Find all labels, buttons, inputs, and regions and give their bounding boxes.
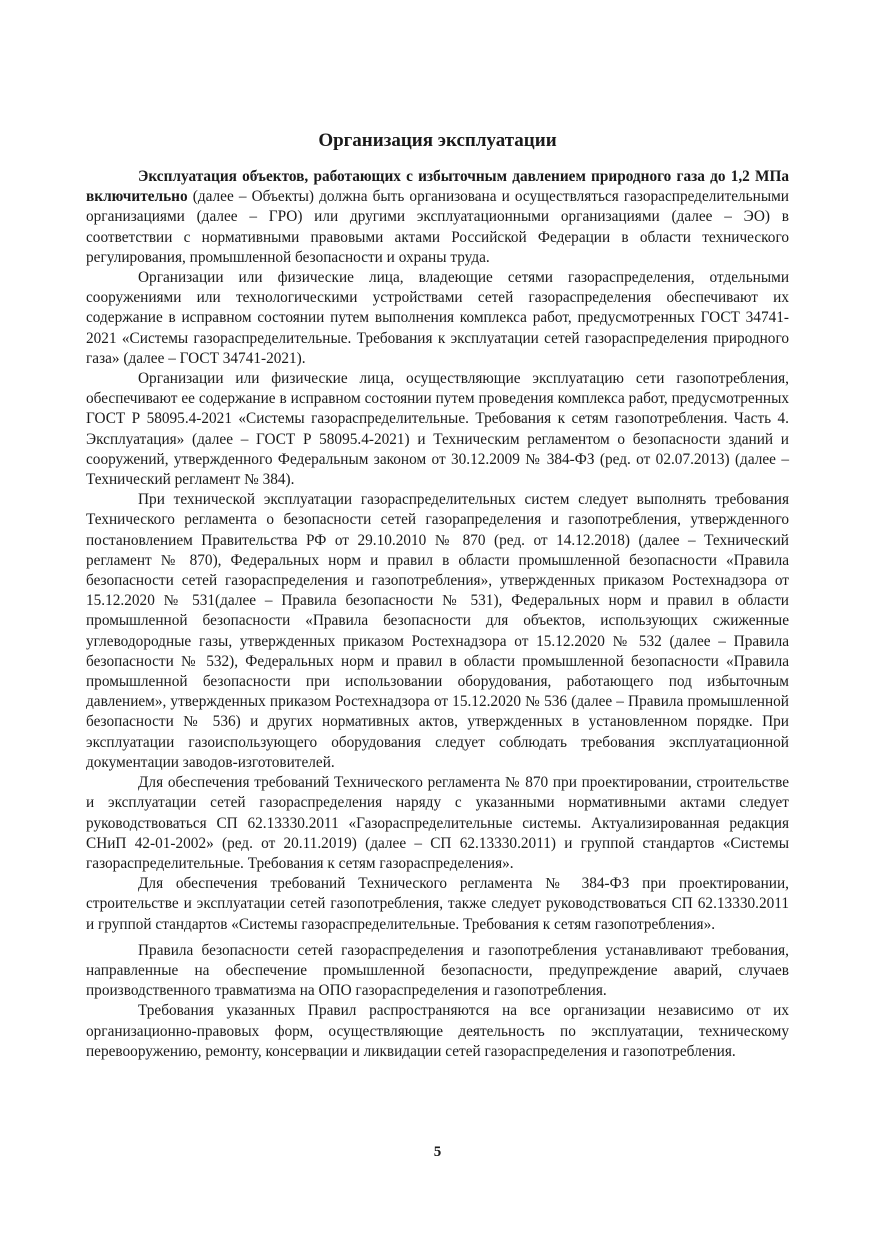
paragraph-consumption-operators: Организации или физические лица, осуществляющие эксплуатацию сети газопотребления, обеспечивают ее содержание в исправном состоянии путем проведения комплекса работ, предусмотренных ГОСТ Р 58095.4-2021 «Системы газораспределительные. Требования к сетям газопотребления. Часть 4. Эксплуатация» (далее – ГОСТ Р 58095.4-2021) и Техническим регламентом о безопасности зданий и сооружений, утвержденного Федеральным законом от 30.12.2009 № 384-ФЗ (ред. от 02.07.2013) (далее – Технический регламент № 384). bbox=[86, 370, 789, 489]
paragraph-regulation-870: Для обеспечения требований Технического регламента № 870 при проектировании, строительстве и эксплуатации сетей газораспределения наряду с указанными нормативными актами следует руководствоваться СП 62.13330.2011 «Газораспределительные системы. Актуализированная редакция СНиП 42-01-2002» (ред. от 20.11.2019) (далее – СП 62.13330.2011) и группой стандартов «Системы газораспределительные. Требования к сетям газораспределения». bbox=[86, 774, 789, 872]
page-number: 5 bbox=[433, 1144, 442, 1160]
page-title: Организация эксплуатации bbox=[318, 130, 557, 151]
document-body bbox=[86, 167, 789, 1062]
paragraph-rules-scope: Требования указанных Правил распространяются на все организации независимо от их организационно-правовых форм, осуществляющие деятельность по эксплуатации, техническому перевооружению, ремонту, консервации и ликвидации сетей газораспределения и газопотребления. bbox=[86, 1002, 789, 1060]
paragraph-lead-rest: (далее – Объекты) должна быть организована и осуществляться газораспределительными организациями (далее – ГРО) или другими эксплуатационными организациями (далее – ЭО) в соответствии с нормативными правовыми актами Российской Федерации в области технического регулирования, промышленной безопасности и охраны труда. bbox=[86, 188, 789, 266]
paragraph-lead-bold: Эксплуатация объектов, работающих с избыточным давлением природного газа до 1,2 МПа включительно bbox=[86, 168, 789, 206]
paragraph-safety-rules: Правила безопасности сетей газораспределения и газопотребления устанавливают требования, направленные на обеспечение промышленной безопасности, предупреждение аварий, случаев производственного травматизма на ОПО газораспределения и газопотребления. bbox=[86, 941, 789, 1000]
paragraph-technical-operation: При технической эксплуатации газораспределительных систем следует выполнять требования Технического регламента о безопасности сетей газорапределения и газопотребления, утвержденного постановлением Правительства РФ от 29.10.2010 № 870 (ред. от 14.12.2018) (далее – Технический регламент № 870), Федеральных норм и правил в области промышленной безопасности «Правила безопасности сетей газораспределения и газопотребления», утвержденных приказом Ростехнадзора от 15.12.2020 № 531(далее – Правила безопасности № 531), Федеральных норм и правил в области промышленной безопасности «Правила безопасности для объектов, использующих сжиженные углеводородные газы, утвержденных приказом Ростехнадзора от 15.12.2020 № 532 (далее – Правила безопасности № 532), Федеральных норм и правил в области промышленной безопасности «Правила промышленной безопасности при использовании оборудования, работающего под избыточным давлением», утвержденных приказом Ростехнадзора от 15.12.2020 № 536 (далее – Правила промышленной безопасности № 536) и других нормативных актов, утвержденных в установленном порядке. При эксплуатации газоиспользующего оборудования следует соблюдать требования эксплуатационной документации заводов-изготовителей. bbox=[86, 491, 789, 771]
paragraph-objects-operation bbox=[86, 167, 789, 268]
paragraph-distribution-owners: Организации или физические лица, владеющие сетями газораспределения, отдельными сооружениями или технологическими устройствами сетей газораспределения обеспечивают их содержание в исправном состоянии путем выполнения комплекса работ, предусмотренных ГОСТ 34741-2021 «Системы газораспределительные. Требования к эксплуатации сетей газораспределения природного газа» (далее – ГОСТ 34741-2021). bbox=[86, 269, 789, 367]
paragraph-regulation-384: Для обеспечения требований Технического регламента № 384-ФЗ при проектировании, строительстве и эксплуатации сетей газопотребления, также следует руководствоваться СП 62.13330.2011 и группой стандартов «Системы газораспределительные. Требования к сетям газопотребления». bbox=[86, 875, 789, 933]
document-page bbox=[86, 0, 789, 1241]
